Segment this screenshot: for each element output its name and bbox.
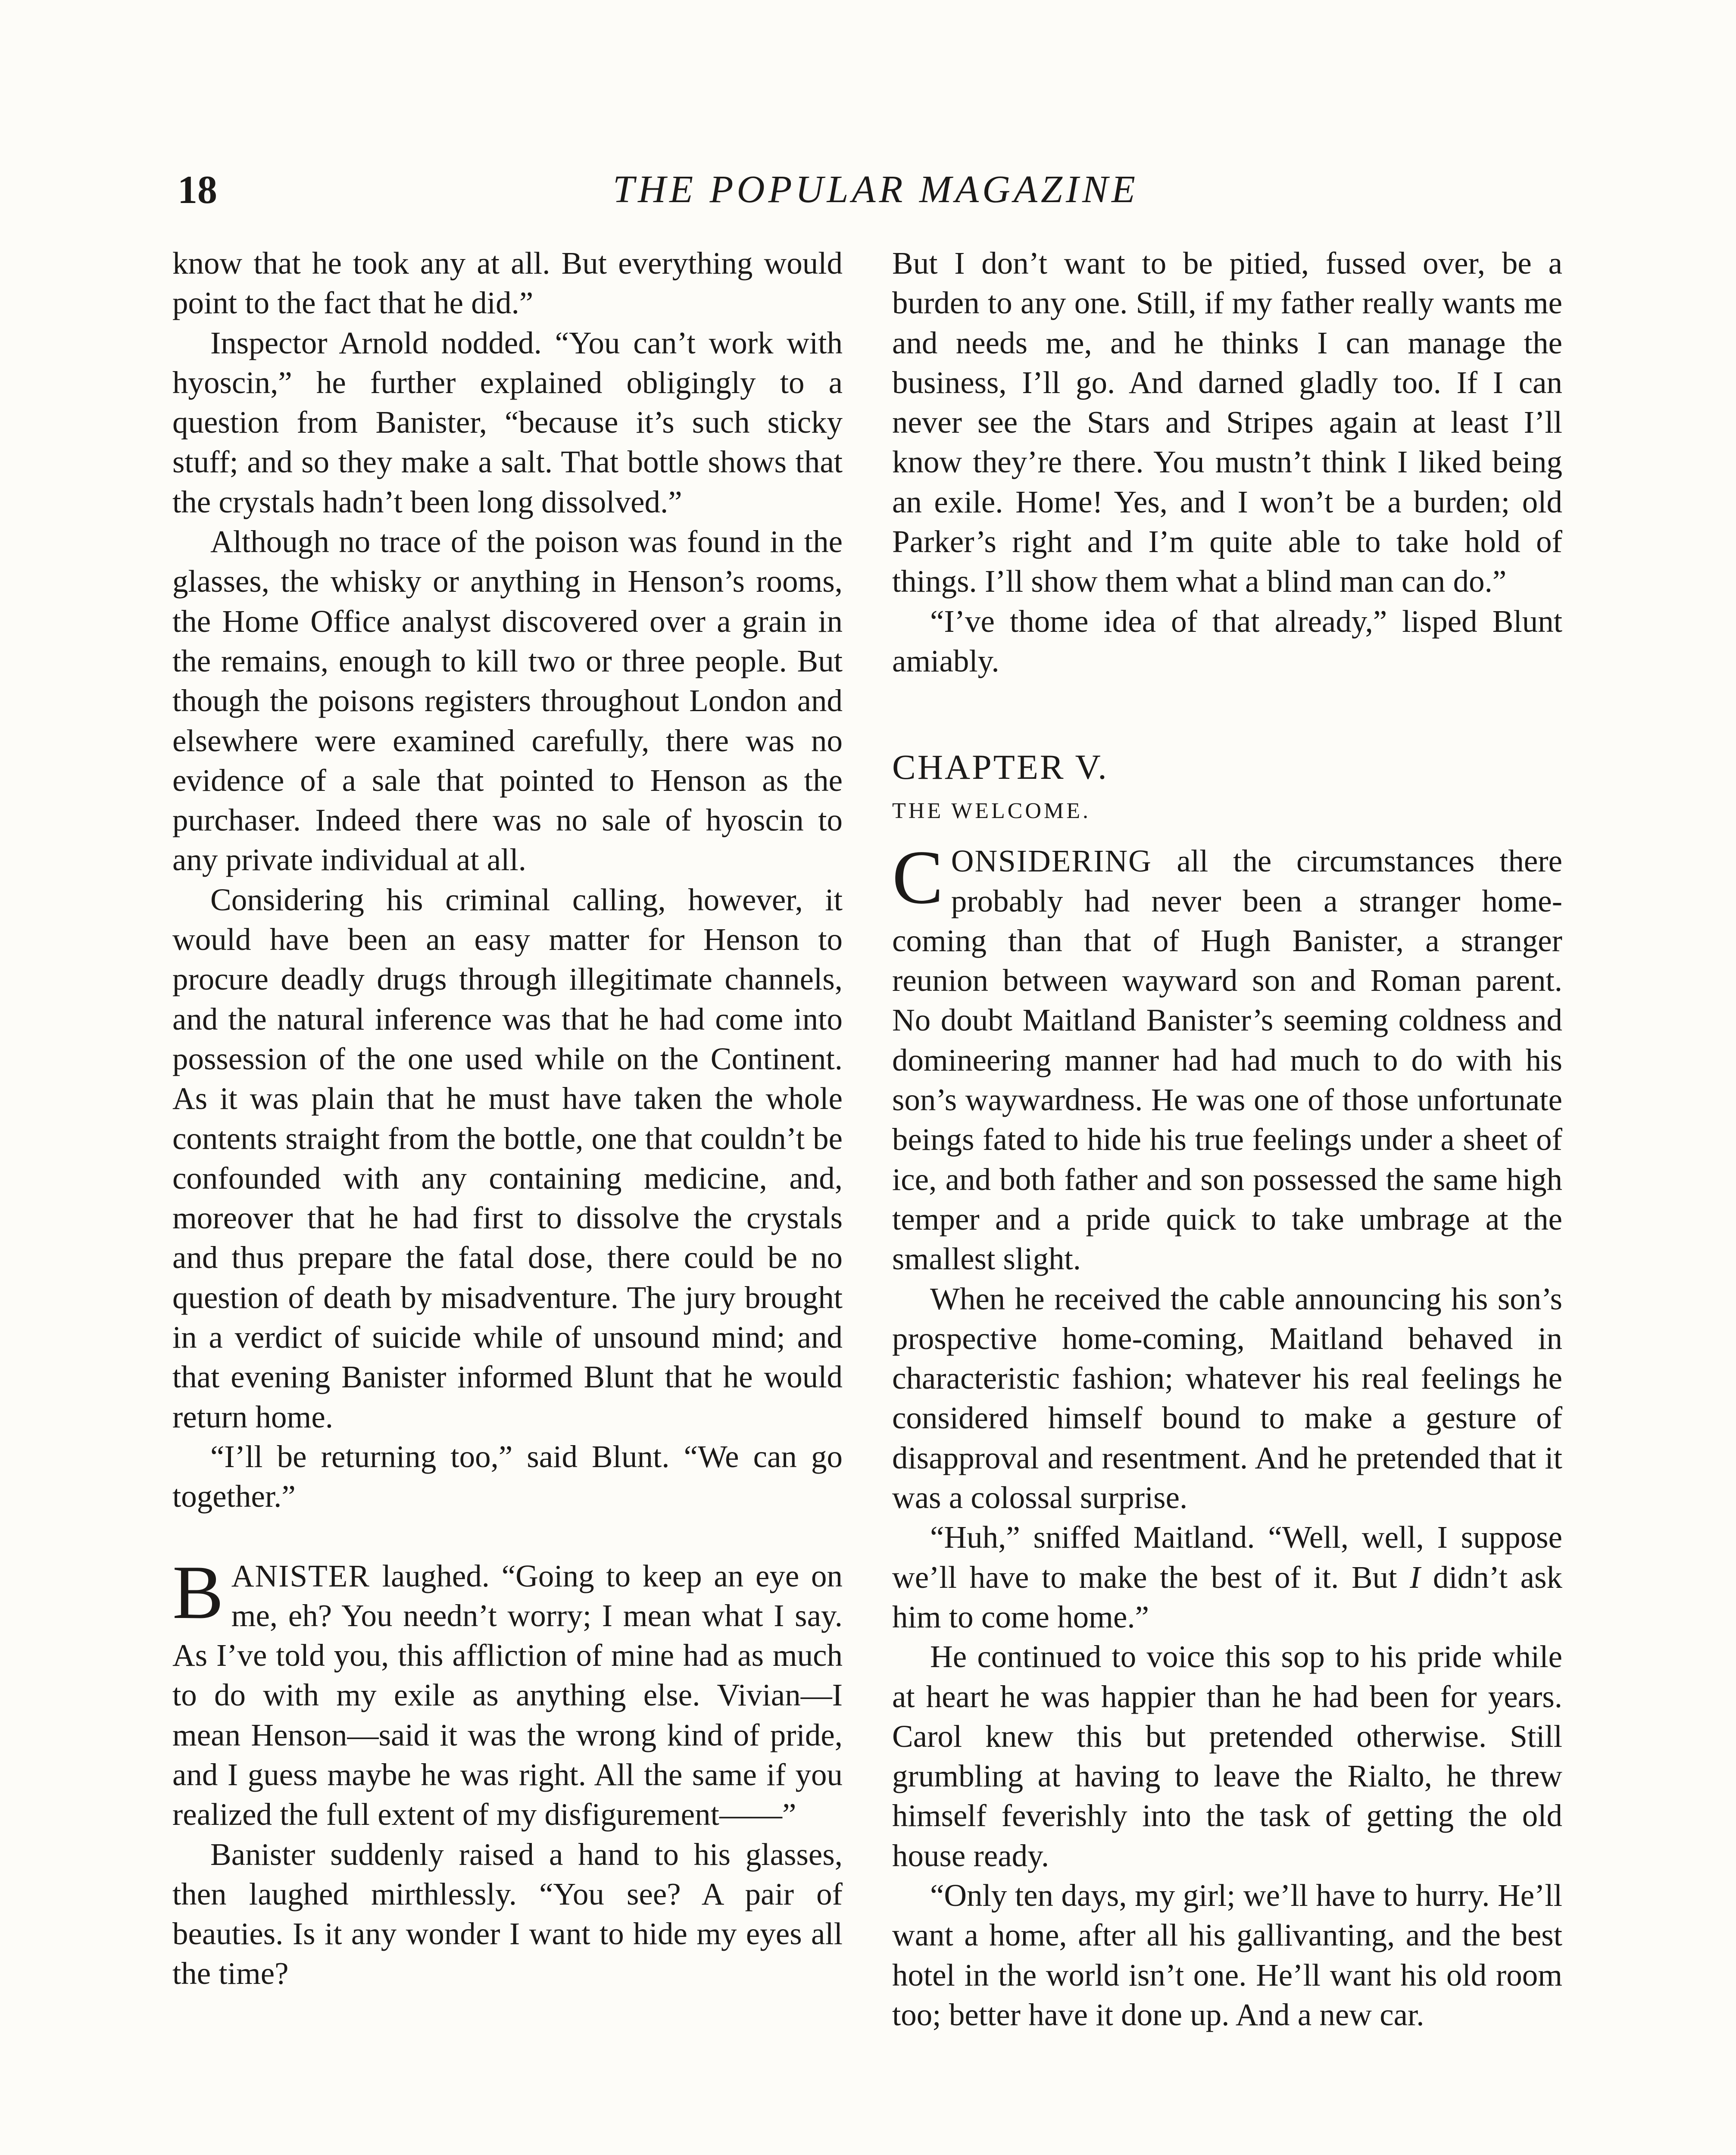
chapter-subtitle: THE WELCOME.: [892, 799, 1091, 824]
lead-word: ONSIDERING: [951, 843, 1152, 879]
paragraph: “I’ve thome idea of that already,” lisped Blunt amiably.: [892, 603, 1562, 678]
paragraph: Although no trace of the poison was found in the glasses, the whisky or anything in Henson’s rooms, the Home Office analyst discovered over a grain in the remains, enough to kill two or three people. But though the poisons registers throughout London and elsewhere were examined carefully, there was no evidence of a sale that pointed to Henson as the purchaser. Indeed there was no sale of hyoscin to any private individual at all.: [172, 524, 843, 878]
page-number: 18: [178, 168, 217, 212]
drop-cap: B: [172, 1549, 224, 1635]
paragraph: know that he took any at all. But everything would point to the fact that he did.”: [172, 246, 843, 321]
paragraph: “I’ll be returning too,” said Blunt. “We can go together.”: [172, 1439, 843, 1514]
paragraph: “Only ten days, my girl; we’ll have to hurry. He’ll want a home, after all his gallivanting, and the best hotel in the world isn’t one. He’ll want his old room too; better have it done up. And a new car.: [892, 1877, 1562, 2032]
drop-cap: C: [892, 834, 943, 920]
section-break: [172, 1517, 843, 1556]
paragraph-text: didn’t ask him to come home.”: [892, 1559, 1562, 1634]
running-title: THE POPULAR MAGAZINE: [613, 168, 1139, 211]
paragraph: [892, 1518, 1562, 1637]
paragraph: Banister suddenly raised a hand to his glasses, then laughed mirthlessly. “You see? A pair of beauties. Is it any wonder I want to hide my eyes all the time?: [172, 1836, 843, 1991]
page-header: [178, 164, 1574, 216]
emphasis: I: [1410, 1559, 1421, 1595]
paragraph-text: “Huh,” sniffed Maitland. “Well, well, I suppose we’ll have to make the best of it. But: [892, 1520, 1562, 1595]
right-column: [892, 244, 1562, 2035]
paragraph: He continued to voice this sop to his pride while at heart he was happier than he had been for years. Carol knew this but pretended otherwise. Still grumbling at having to leave the Rialto, he threw himself feverishly into the task of getting the old house ready.: [892, 1639, 1562, 1873]
paragraph: Considering his criminal calling, however, it would have been an easy matter for Henson to procure deadly drugs through illegitimate channels, and the natural inference was that he had come into possession of the one used while on the Continent. As it was plain that he must have taken the whole contents straight from the bottle, one that couldn’t be confounded with any containing medicine, and, moreover that he had first to dissolve the crystals and thus prepare the fatal dose, there could be no question of death by misadventure. The jury brought in a verdict of suicide while of unsound mind; and that evening Banister informed Blunt that he would return home.: [172, 882, 843, 1434]
paragraph: When he received the cable announcing his son’s prospective home-coming, Maitland behaved in characteristic fashion; whatever his real feelings he considered himself bound to make a gesture of disapproval and resentment. And he pretended that it was a colossal surprise.: [892, 1281, 1562, 1515]
paragraph: But I don’t want to be pitied, fussed over, be a burden to any one. Still, if my father really wants me and needs me, and he thinks I can manage the business, I’ll go. And darned gladly too. If I can never see the Stars and Stripes again at least I’ll know they’re there. You mustn’t think I liked being an exile. Home! Yes, and I won’t be a burden; old Parker’s right and I’m quite able to take hold of things. I’ll show them what a blind man can do.”: [892, 246, 1562, 599]
chapter-title: CHAPTER V.: [892, 747, 1108, 787]
left-column: [172, 244, 843, 1994]
paragraph-with-drop-cap: [172, 1549, 843, 1835]
paragraph-text: laughed. “Going to keep an eye on me, eh? You needn’t worry; I mean what I say. As I’ve told you, this affliction of mine had as much to do with my exile as anything else. Vivian—I mean Henson—said it was the wrong kind of pride, and I guess maybe he was right. All the same if you realized the full extent of my disfigurement——”: [172, 1558, 843, 1832]
paragraph-text: all the circumstances there probably had never been a stranger home-coming than that of Hugh Banister, a stranger reunion between wayward son and Roman parent. No doubt Maitland Banister’s seeming coldness and domineering manner had had much to do with his son’s waywardness. He was one of those unfortunate beings fated to hide his true feelings under a sheet of ice, and both father and son possessed the same high temper and a pride quick to take umbrage at the smallest slight.: [892, 843, 1562, 1277]
lead-word: ANISTER: [231, 1558, 370, 1593]
paragraph-with-drop-cap: [892, 834, 1562, 1279]
paragraph: Inspector Arnold nodded. “You can’t work with hyoscin,” he further explained obligingly to a question from Banister, “because it’s such sticky stuff; and so they make a salt. That bottle shows that the crystals hadn’t been long dissolved.”: [172, 325, 843, 519]
